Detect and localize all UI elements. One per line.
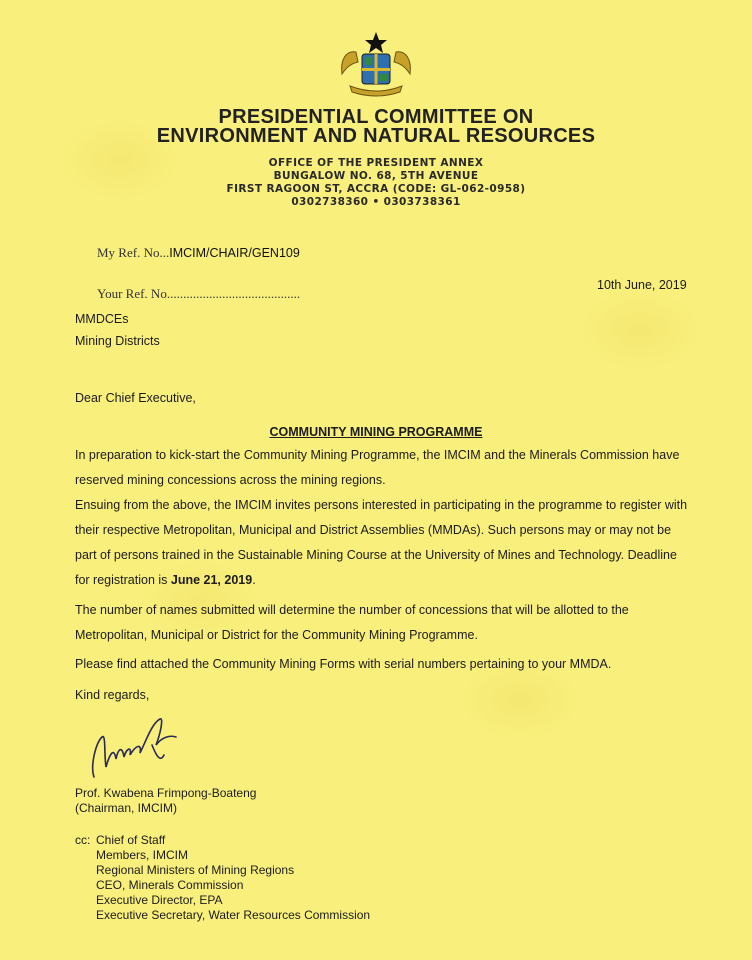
recipient-line2: Mining Districts [75, 334, 160, 348]
signatory-title: (Chairman, IMCIM) [75, 801, 178, 815]
signatory-name: Prof. Kwabena Frimpong-Boateng [75, 786, 257, 800]
signature-icon [80, 715, 190, 785]
your-ref [97, 286, 300, 302]
address-line: OFFICE OF THE PRESIDENT ANNEX [268, 157, 484, 169]
your-ref-value: ........................................ [170, 286, 301, 301]
cc-item: Chief of Staff [96, 833, 166, 847]
cc-item: Members, IMCIM [96, 848, 189, 862]
cc-label: cc: [75, 833, 91, 847]
phone-numbers: 0302738360 • 0303738361 [291, 196, 461, 208]
org-title-line2: ENVIRONMENT AND NATURAL RESOURCES [156, 125, 596, 147]
my-ref-value: IMCIM/CHAIR/GEN109 [169, 246, 300, 260]
salutation: Dear Chief Executive, [75, 391, 196, 405]
address-line: FIRST RAGOON ST, ACCRA (CODE: GL-062-0958) [226, 183, 526, 195]
deadline-date: June 21, 2019 [170, 573, 253, 587]
my-ref [97, 245, 300, 261]
p2-text: Ensuing from the above, the IMCIM invites persons interested in participating in the programme to register with their respective Metropolitan, Municipal and District Assemblies (MMDAs). Such persons may or may not be part of persons trained in the Sustainable Mining Course at the University of Mines and Technology. Deadline for registration is [75, 498, 688, 587]
body-paragraph-1: In preparation to kick-start the Community Mining Programme, the IMCIM and the Minerals Commission have reserved mining concessions across the mining regions. [75, 448, 680, 487]
body-paragraph-3: The number of names submitted will determine the number of concessions that will be allotted to the Metropolitan, Municipal or District for the Community Mining Programme. [75, 603, 629, 642]
p2-end: . [252, 573, 256, 587]
closing: Kind regards, [75, 688, 150, 702]
body-paragraph-4: Please find attached the Community Mining Forms with serial numbers pertaining to your MMDA. [75, 657, 612, 671]
cc-item: Executive Director, EPA [96, 893, 223, 907]
org-title-line1: PRESIDENTIAL COMMITTEE ON [218, 106, 534, 128]
cc-item: CEO, Minerals Commission [96, 878, 244, 892]
your-ref-label: Your Ref. No. [97, 286, 171, 301]
letter-date: 10th June, 2019 [597, 278, 687, 292]
cc-item: Regional Ministers of Mining Regions [96, 863, 295, 877]
ghana-coat-of-arms-icon [336, 30, 416, 102]
cc-item: Executive Secretary, Water Resources Commission [96, 908, 371, 922]
subject-heading: COMMUNITY MINING PROGRAMME [269, 425, 483, 439]
recipient-line1: MMDCEs [75, 312, 129, 326]
my-ref-label: My Ref. No... [97, 245, 170, 260]
body-paragraph-2 [75, 493, 695, 593]
address-line: BUNGALOW NO. 68, 5TH AVENUE [273, 170, 479, 182]
